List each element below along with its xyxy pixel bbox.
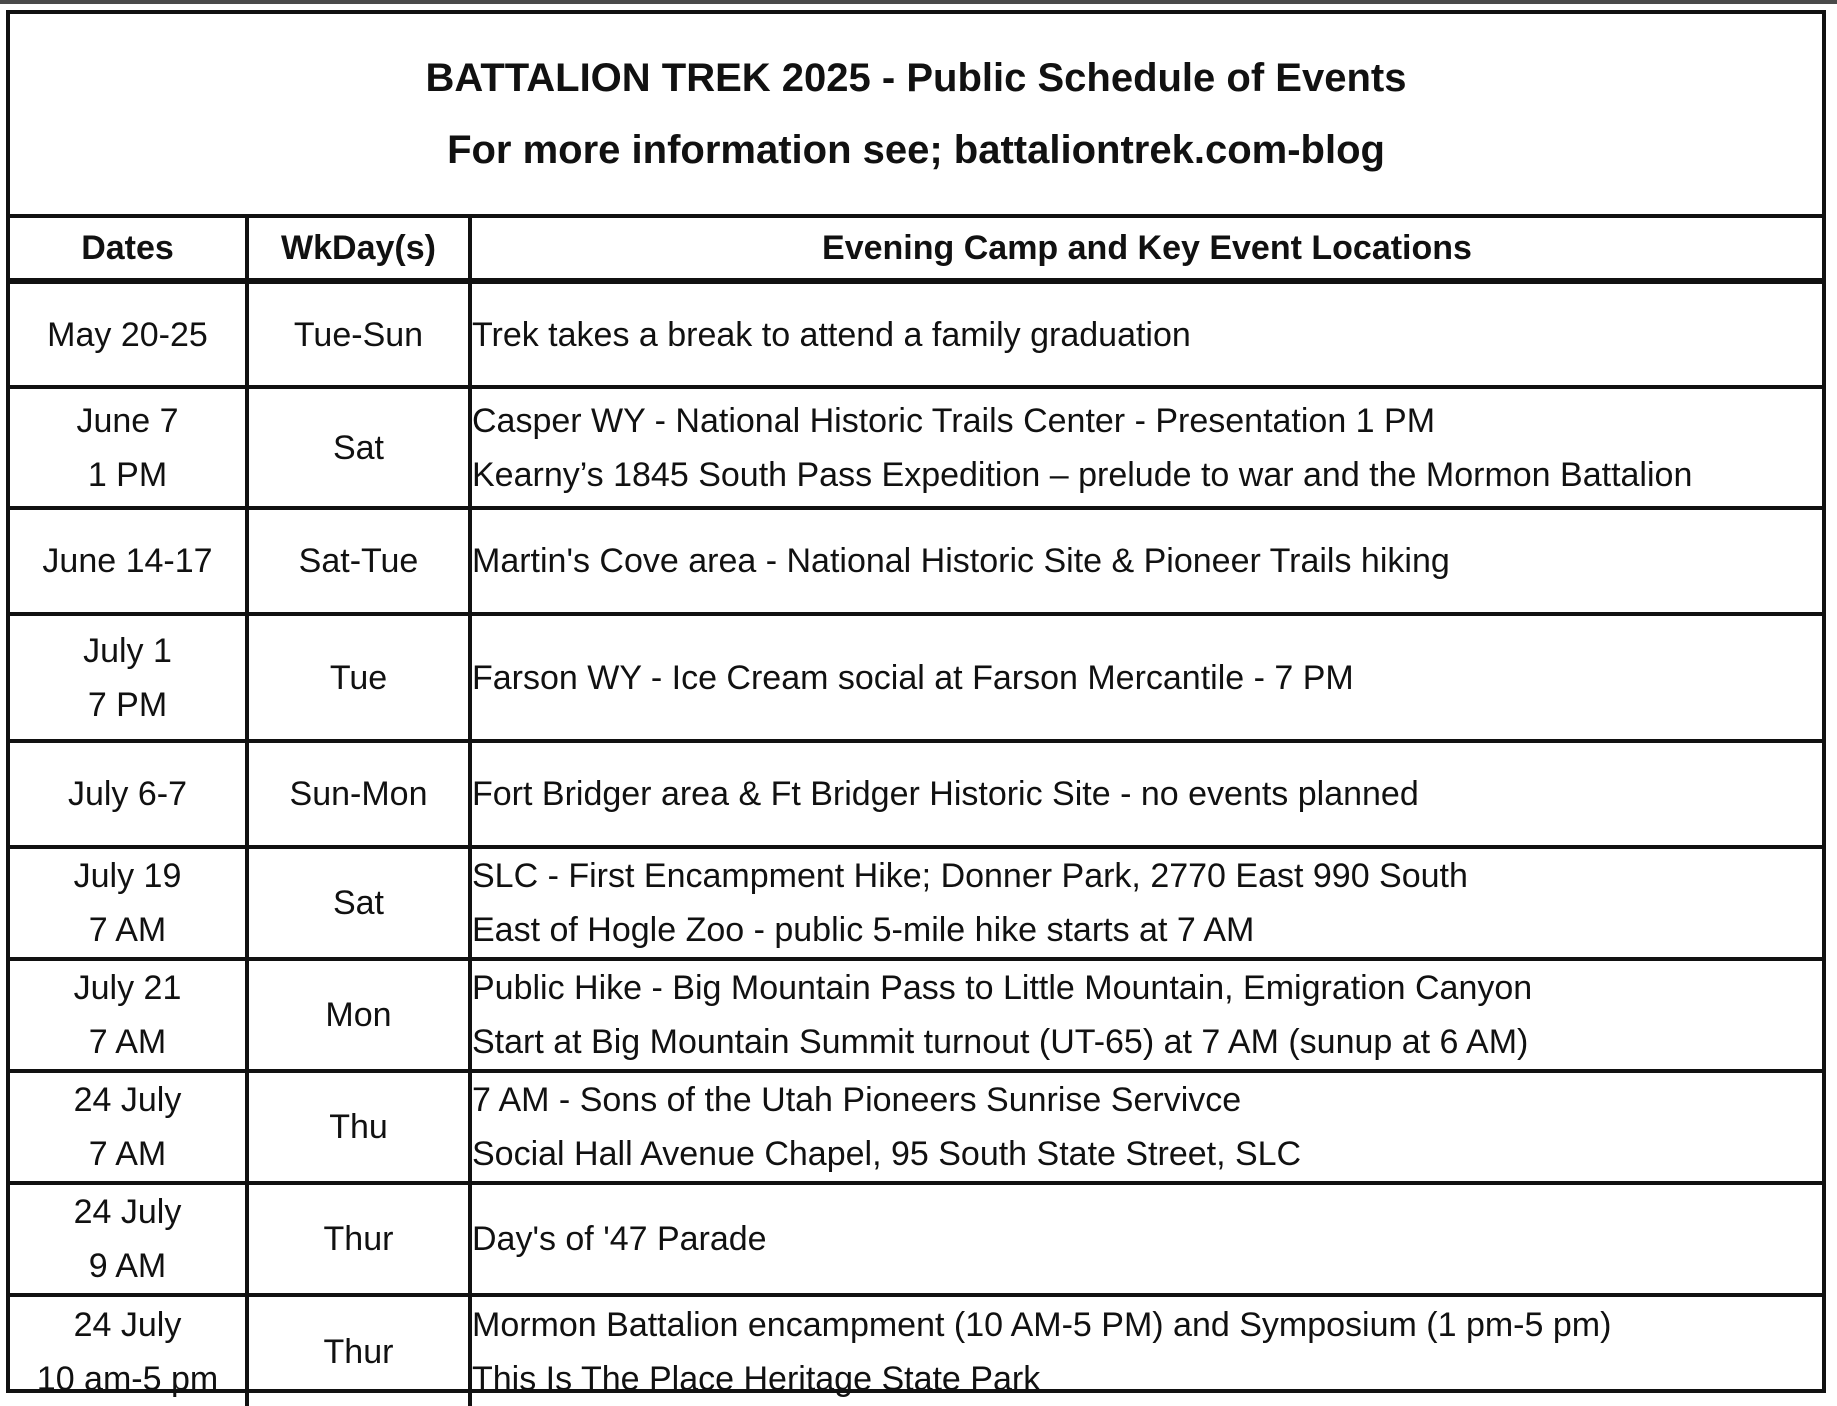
- date-line: 24 July: [73, 1305, 182, 1344]
- weekday-cell: Sat: [247, 387, 470, 508]
- date-line: 24 July: [73, 1193, 182, 1231]
- schedule-sheet: [6, 10, 1826, 1398]
- date-line: 24 July: [73, 1081, 182, 1119]
- event-cell: [470, 1183, 1822, 1295]
- weekday-cell: Tue-Sun: [247, 281, 470, 387]
- event-cell: [470, 387, 1822, 508]
- weekday-cell: Thu: [247, 1071, 470, 1183]
- weekday-cell: Thur: [247, 1295, 470, 1406]
- date-line: July 19: [73, 857, 182, 895]
- date-line: May 20-25: [47, 315, 208, 354]
- date-cell: [10, 959, 247, 1071]
- event-line: Social Hall Avenue Chapel, 95 South State Street, SLC: [472, 1135, 1302, 1173]
- date-line: July 1: [83, 631, 172, 670]
- document-subtitle: For more information see; battaliontrek.com-blog: [447, 128, 1385, 172]
- table-row: [10, 508, 1822, 614]
- event-line: Casper WY - National Historic Trails Center - Presentation 1 PM: [472, 401, 1436, 440]
- event-cell: [470, 1295, 1822, 1406]
- time-line: 10 am-5 pm: [36, 1359, 219, 1398]
- date-line: June 14-17: [42, 542, 213, 580]
- event-line: Kearny’s 1845 South Pass Expedition – prelude to war and the Mormon Battalion: [472, 455, 1693, 494]
- page-top-rule: [0, 0, 1837, 4]
- date-cell: [10, 1183, 247, 1295]
- time-line: 7 PM: [87, 685, 168, 724]
- table-row: [10, 614, 1822, 741]
- time-line: 7 AM: [88, 1135, 167, 1173]
- date-cell: [10, 387, 247, 508]
- title-block: [10, 14, 1822, 218]
- event-cell: [470, 847, 1822, 959]
- table-row: [10, 959, 1822, 1071]
- weekday-cell: Tue: [247, 614, 470, 741]
- date-cell: [10, 741, 247, 847]
- event-line: Fort Bridger area & Ft Bridger Historic Site - no events planned: [472, 775, 1419, 813]
- weekday-cell: Sun-Mon: [247, 741, 470, 847]
- table-row: [10, 1183, 1822, 1295]
- date-cell: [10, 1071, 247, 1183]
- event-line: 7 AM - Sons of the Utah Pioneers Sunrise Servivce: [472, 1081, 1242, 1119]
- weekday-cell: Sat-Tue: [247, 508, 470, 614]
- event-line: Day's of '47 Parade: [472, 1220, 767, 1258]
- table-row: [10, 1295, 1822, 1406]
- table-header-row: [10, 218, 1822, 281]
- date-cell: [10, 847, 247, 959]
- table-row: [10, 741, 1822, 847]
- event-line: Start at Big Mountain Summit turnout (UT-65) at 7 AM (sunup at 6 AM): [472, 1023, 1529, 1061]
- event-cell: [470, 508, 1822, 614]
- event-line: Mormon Battalion encampment (10 AM-5 PM) and Symposium (1 pm-5 pm): [472, 1305, 1612, 1344]
- document-title: BATTALION TREK 2025 - Public Schedule of Events: [425, 56, 1407, 100]
- event-cell: [470, 281, 1822, 387]
- table-row: [10, 387, 1822, 508]
- event-cell: [470, 614, 1822, 741]
- table-row: [10, 847, 1822, 959]
- event-line: East of Hogle Zoo - public 5-mile hike starts at 7 AM: [472, 911, 1255, 949]
- table-row: [10, 1071, 1822, 1183]
- event-cell: [470, 741, 1822, 847]
- date-cell: [10, 508, 247, 614]
- event-cell: [470, 1071, 1822, 1183]
- schedule-table: [10, 218, 1822, 1406]
- date-cell: [10, 281, 247, 387]
- event-cell: [470, 959, 1822, 1071]
- weekday-cell: Thur: [247, 1183, 470, 1295]
- event-line: Martin's Cove area - National Historic Site & Pioneer Trails hiking: [472, 542, 1450, 580]
- time-line: 7 AM: [88, 1023, 167, 1061]
- weekday-cell: Sat: [247, 847, 470, 959]
- date-line: June 7: [76, 401, 179, 440]
- date-cell: [10, 1295, 247, 1406]
- header-event: Evening Camp and Key Event Locations: [470, 218, 1822, 281]
- time-line: 1 PM: [87, 455, 168, 494]
- event-line: This Is The Place Heritage State Park: [472, 1359, 1041, 1398]
- date-cell: [10, 614, 247, 741]
- event-line: Public Hike - Big Mountain Pass to Little Mountain, Emigration Canyon: [472, 969, 1533, 1007]
- date-line: July 21: [73, 969, 182, 1007]
- event-line: SLC - First Encampment Hike; Donner Park, 2770 East 990 South: [472, 857, 1468, 895]
- date-line: July 6-7: [67, 775, 188, 813]
- table-row: [10, 281, 1822, 387]
- time-line: 7 AM: [88, 911, 167, 949]
- header-dates: Dates: [10, 218, 247, 281]
- event-line: Farson WY - Ice Cream social at Farson Mercantile - 7 PM: [472, 658, 1354, 697]
- header-wkday: WkDay(s): [247, 218, 470, 281]
- event-line: Trek takes a break to attend a family graduation: [472, 315, 1191, 354]
- time-line: 9 AM: [88, 1247, 167, 1285]
- weekday-cell: Mon: [247, 959, 470, 1071]
